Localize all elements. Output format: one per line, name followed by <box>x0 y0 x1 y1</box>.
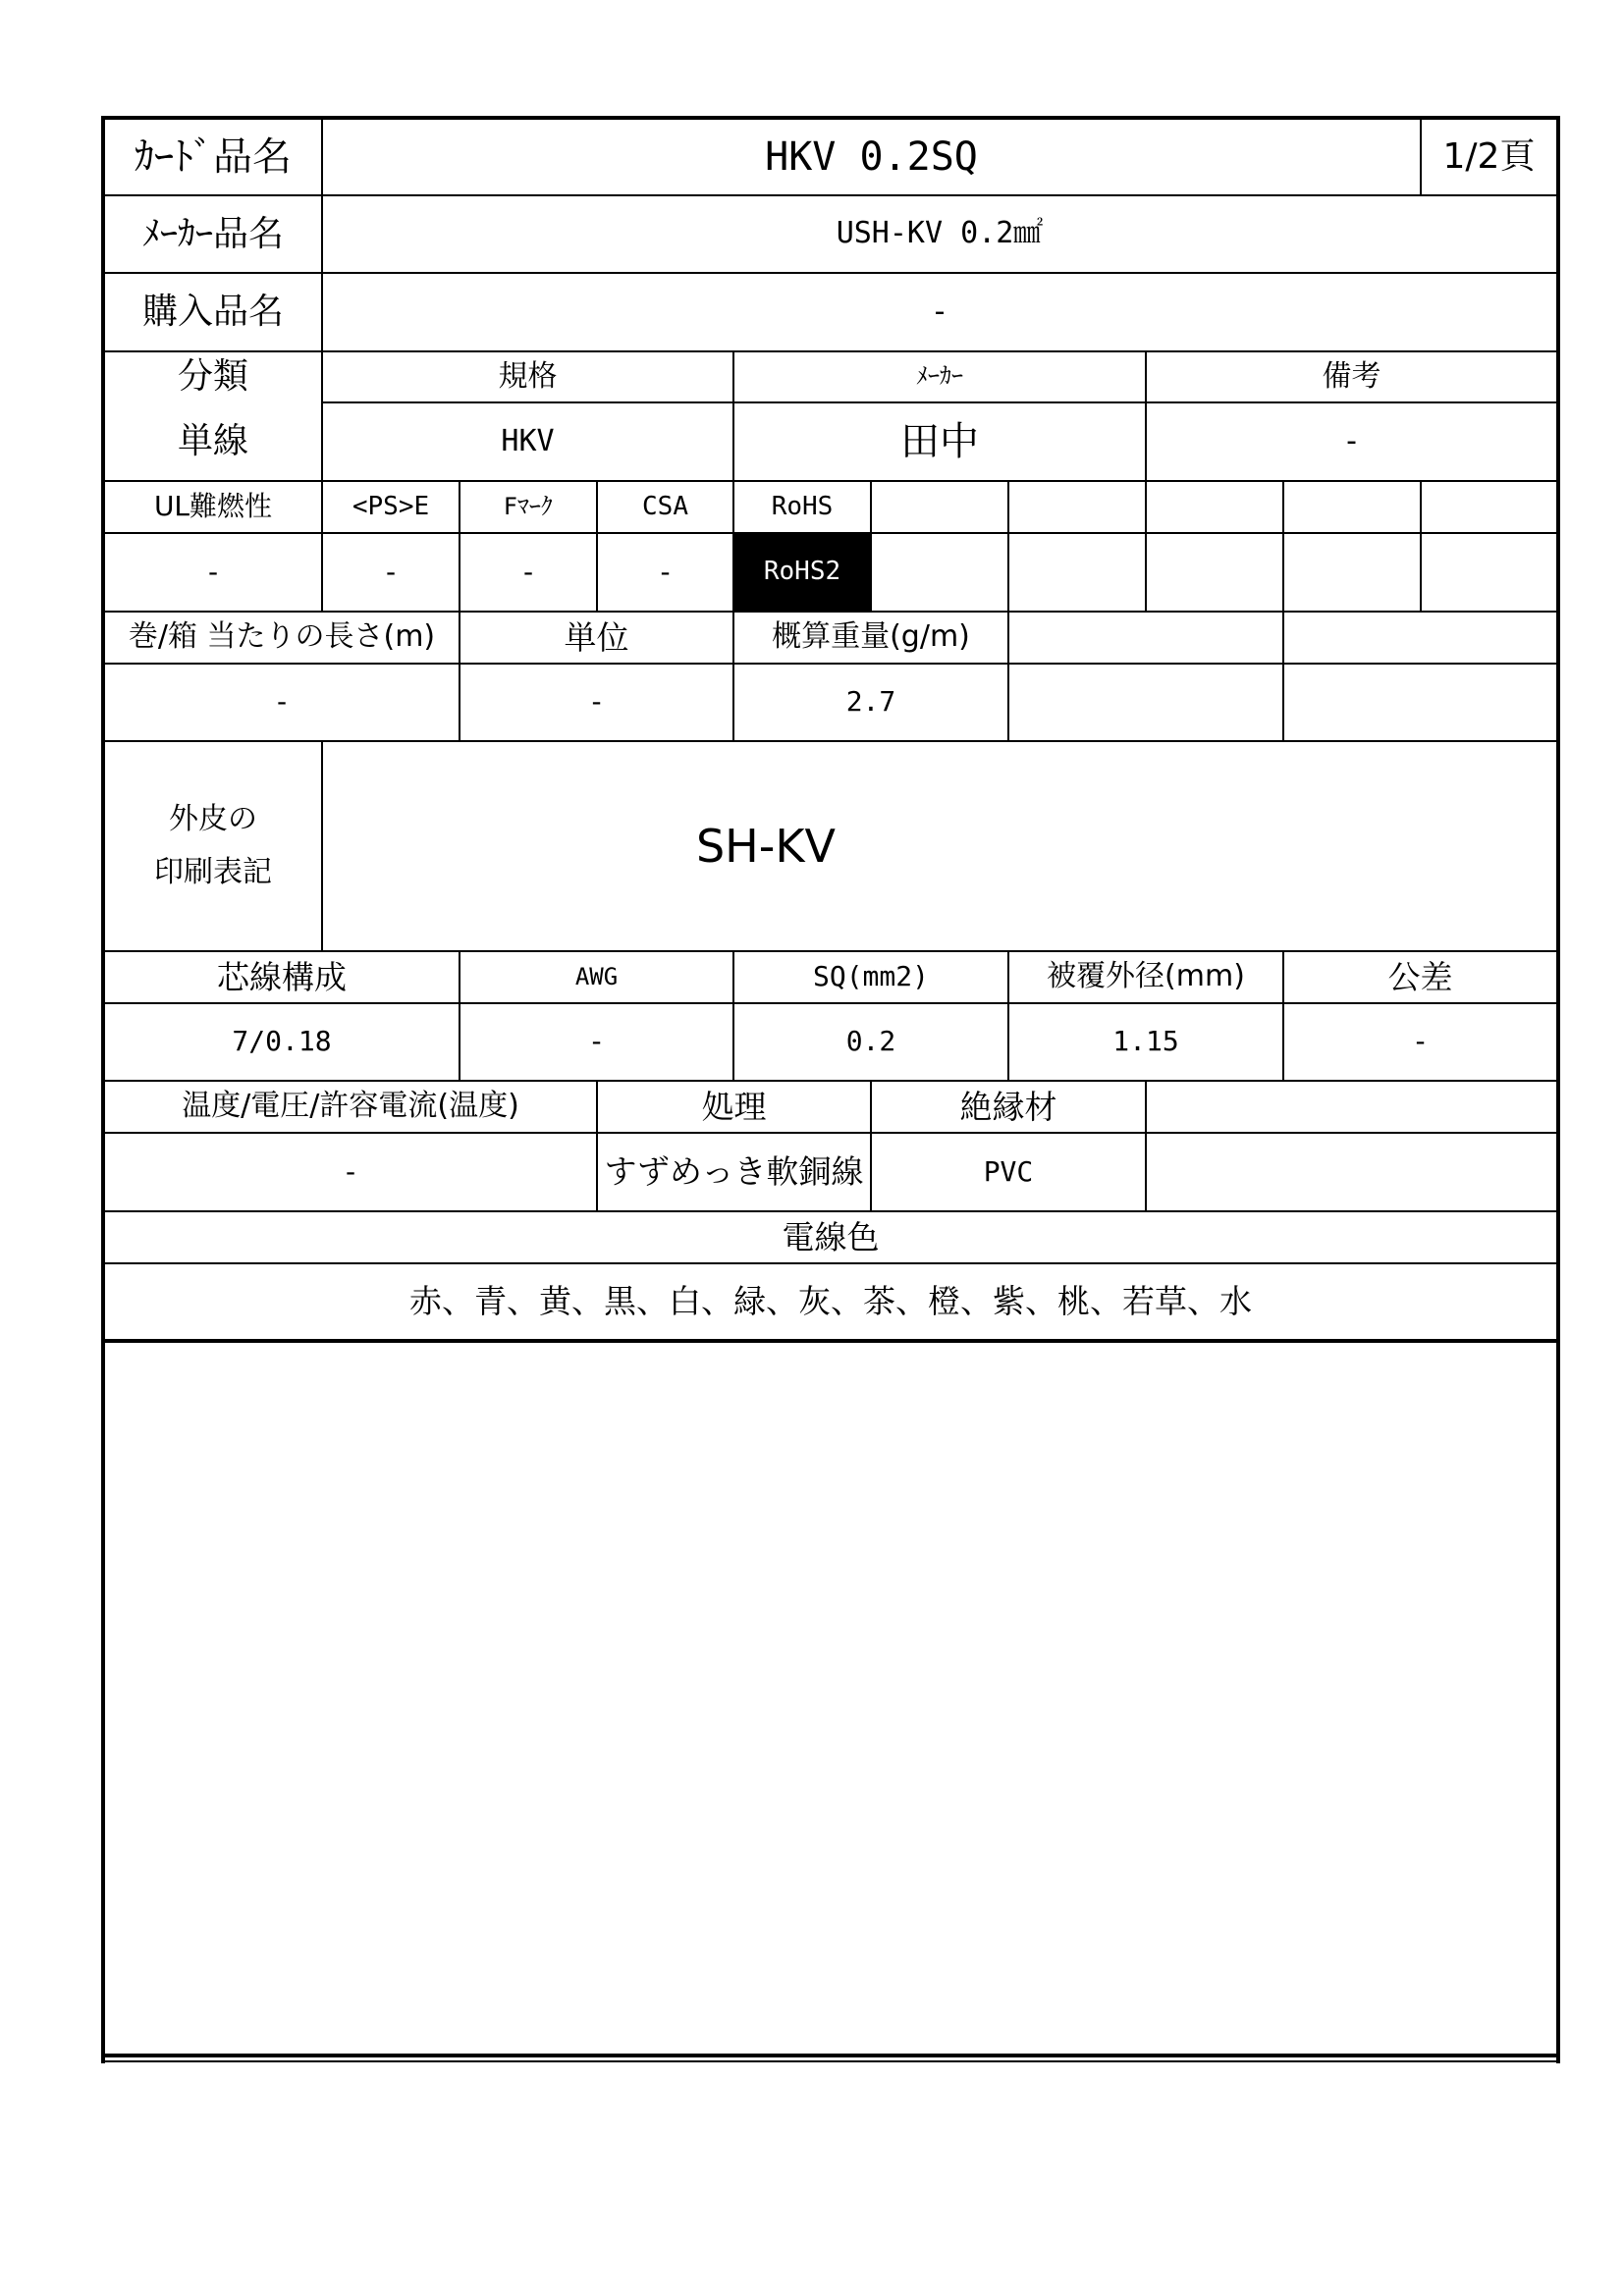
strand-construction-value: 7/0.18 <box>232 1025 332 1058</box>
length-per-package-value: - <box>276 685 288 719</box>
wire-colors-value: 赤、青、黄、黒、白、緑、灰、茶、橙、紫、桃、若草、水 <box>409 1282 1252 1321</box>
standard-value: HKV <box>501 423 555 458</box>
outer-right-border <box>1556 116 1560 2063</box>
treatment-header: 処理 <box>701 1087 767 1126</box>
remarks-value: - <box>1346 423 1357 458</box>
ul-flame-header: UL難燃性 <box>153 490 273 523</box>
grid-line <box>1420 480 1422 611</box>
grid-line <box>1145 480 1147 611</box>
outer-bottom-border <box>101 2054 1560 2057</box>
csa-value: - <box>660 555 671 588</box>
sq-header: SQ(mm2) <box>812 960 929 993</box>
classification-header: 分類 <box>177 356 248 398</box>
insulation-header: 絶縁材 <box>959 1087 1057 1126</box>
page-indicator: 1/2頁 <box>1442 136 1536 178</box>
treatment-value: すずめっき軟銅線 <box>604 1152 864 1192</box>
grid-line <box>1145 1080 1147 1210</box>
notes-area <box>105 1343 1556 2054</box>
outer-diameter-value: 1.15 <box>1112 1025 1179 1058</box>
length-per-package-header: 巻/箱 当たりの長さ(m) <box>128 619 436 655</box>
unit-header: 単位 <box>564 617 629 657</box>
pse-header: <PS>E <box>352 491 430 521</box>
temp-voltage-current-header: 温度/電圧/許容電流(温度) <box>182 1089 519 1124</box>
tolerance-header: 公差 <box>1387 957 1453 996</box>
grid-line <box>870 480 872 611</box>
maker-name-value: USH-KV 0.2㎟ <box>836 216 1044 251</box>
grid-line <box>1282 611 1284 740</box>
purchase-name-value: - <box>934 294 946 329</box>
csa-header: CSA <box>642 491 688 521</box>
tolerance-value: - <box>1415 1025 1426 1058</box>
f-mark-value: - <box>522 555 534 588</box>
outer-bottom-border-inner <box>101 2060 1560 2062</box>
temp-voltage-current-value: - <box>345 1154 356 1188</box>
card-name-value: HKV 0.2SQ <box>765 134 978 180</box>
strand-construction-header: 芯線構成 <box>217 957 347 996</box>
insulation-value: PVC <box>983 1154 1034 1188</box>
print-marking-label <box>105 742 321 950</box>
rohs-header: RoHS <box>771 491 834 521</box>
pse-value: - <box>385 555 397 588</box>
approx-weight-value: 2.7 <box>845 685 896 719</box>
grid-line <box>1282 480 1284 611</box>
grid-line <box>1007 480 1009 611</box>
wire-colors-header: 電線色 <box>782 1217 880 1256</box>
print-marking-label-line1: 外皮の <box>169 802 257 836</box>
print-marking-value: SH-KV <box>695 819 837 873</box>
outer-diameter-header: 被覆外径(mm) <box>1047 959 1245 994</box>
print-marking-label-line2: 印刷表記 <box>154 855 272 889</box>
card-name-label: ｶｰﾄﾞ品名 <box>135 134 292 180</box>
approx-weight-header: 概算重量(g/m) <box>772 619 970 655</box>
rohs-value-badge: RoHS2 <box>734 534 870 611</box>
classification-value: 単線 <box>177 421 248 462</box>
f-mark-header: Fﾏｰｸ <box>504 492 553 520</box>
ul-flame-value: - <box>207 555 219 588</box>
standard-header: 規格 <box>498 358 558 394</box>
maker-value: 田中 <box>900 419 979 464</box>
maker-name-label: ﾒｰｶｰ品名 <box>141 213 284 254</box>
purchase-name-label: 購入品名 <box>141 292 284 333</box>
awg-value: - <box>591 1025 602 1058</box>
awg-header: AWG <box>574 962 619 990</box>
remarks-header: 備考 <box>1322 358 1381 394</box>
unit-value: - <box>591 685 602 719</box>
sq-value: 0.2 <box>845 1025 896 1058</box>
maker-header: ﾒｰｶｰ <box>916 362 963 391</box>
grid-line <box>1007 611 1009 740</box>
